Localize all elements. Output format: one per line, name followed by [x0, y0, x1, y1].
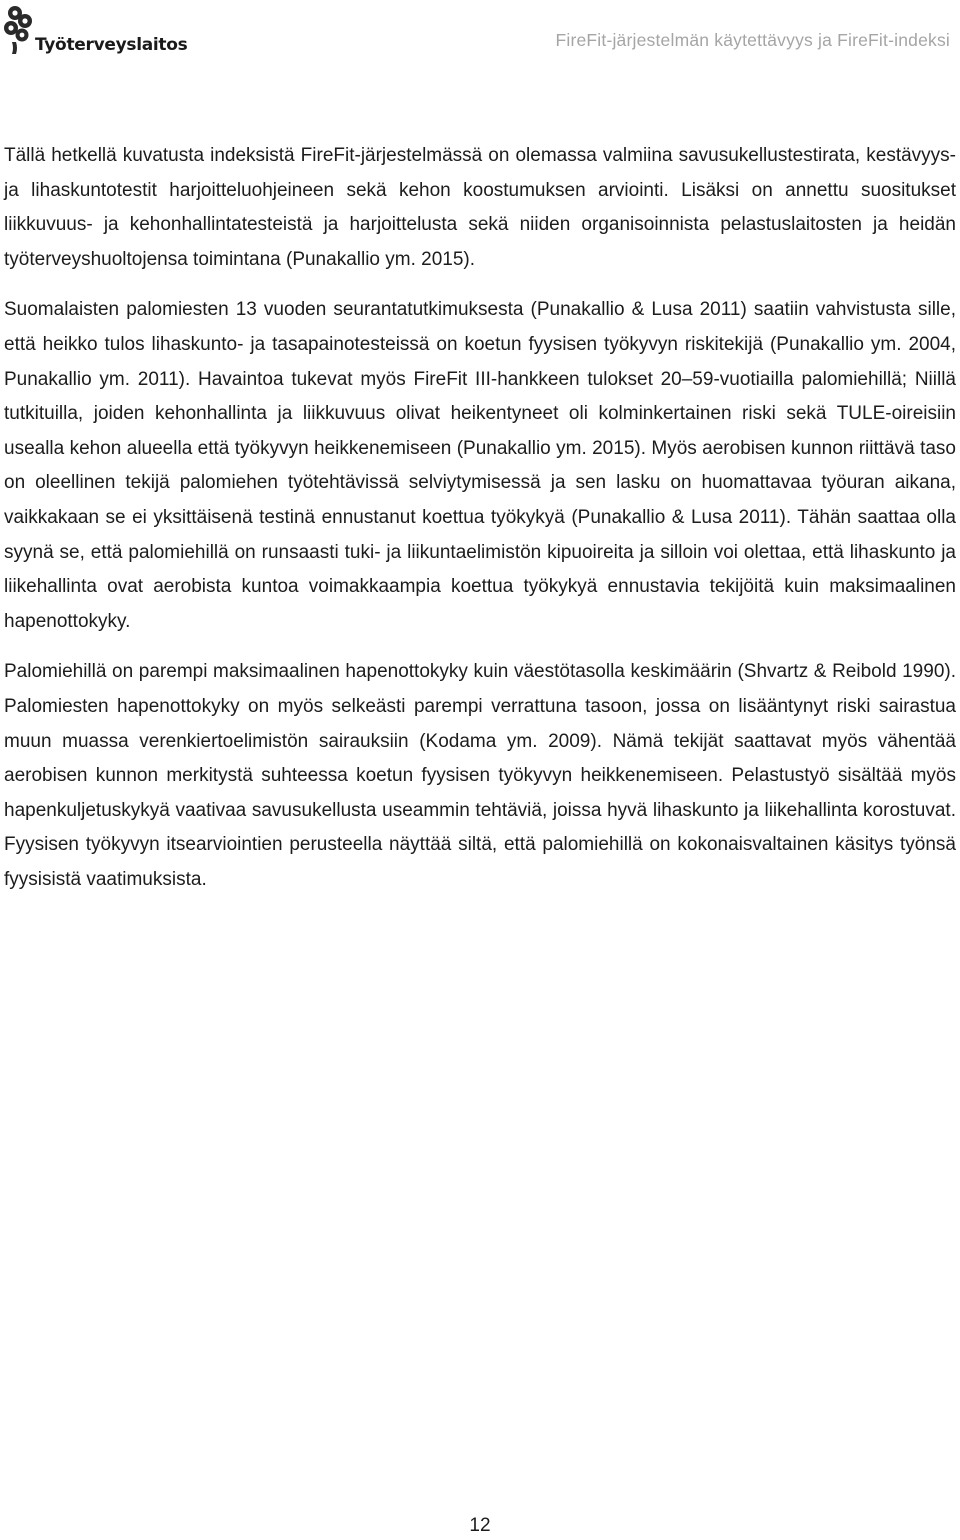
tyoterveyslaitos-logo-icon [3, 4, 33, 56]
running-title: FireFit-järjestelmän käytettävyys ja FireFit-indeksi [555, 30, 950, 50]
page-header [0, 0, 960, 70]
logo-text: Työterveyslaitos [35, 35, 188, 55]
logo [3, 4, 187, 56]
page-number: 12 [469, 1515, 491, 1536]
paragraph: Suomalaisten palomiesten 13 vuoden seurantatutkimuksesta (Punakallio & Lusa 2011) saatiin vahvistusta sille, että heikko tulos lihaskunto- ja tasapainotesteissä on koetun fyysisen työkyvyn riskitekijä (Punakallio ym. 2004, Punakallio ym. 2011). Havaintoa tukevat myös FireFit III-hankkeen tulokset 20–59-vuotiailla palomiehillä; Niillä tutkituilla, joiden kehonhallinta ja liikkuvuus olivat heikentyneet oli kolminkertainen riski sekä TULE-oireisiin usealla kehon alueella että työkyvyn heikkenemiseen (Punakallio ym. 2015). Myös aerobisen kunnon riittävä taso on oleellinen tekijä palomiehen työtehtävissä selviytymisessä ja sen lasku on huomattavaa työuran aikana, vaikkakaan se ei yksittäisenä testinä ennustanut koettua työkykyä (Punakallio & Lusa 2011). Tähän saattaa olla syynä se, että palomiehillä on runsaasti tuki- ja liikuntaelimistön kipuoireita ja silloin voi olettaa, että lihaskunto ja liikehallinta ovat aerobista kuntoa voimakkaampia koettua työkykyä ennustavia tekijöitä kuin maksimaalinen hapenottokyky. [4, 299, 956, 632]
body-text [4, 139, 956, 913]
paragraph: Tällä hetkellä kuvatusta indeksistä FireFit-järjestelmässä on olemassa valmiina savusukellustestirata, kestävyys- ja lihaskuntotestit harjoitteluohjeineen sekä kehon koostumuksen arviointi. Lisäksi on annettu suositukset liikkuvuus- ja kehonhallintatesteistä ja harjoittelusta sekä niiden organisoinnista pelastuslaitosten ja heidän työterveyshuoltojensa toimintana (Punakallio ym. 2015). [4, 145, 956, 270]
paragraph: Palomiehillä on parempi maksimaalinen hapenottokyky kuin väestötasolla keskimäärin (Shvartz & Reibold 1990). Palomiesten hapenottokyky on myös selkeästi parempi verrattuna tasoon, jossa on lisääntynyt riski sairastua muun muassa verenkiertoelimistön sairauksiin (Kodama ym. 2009). Nämä tekijät saattavat myös vähentää aerobisen kunnon merkitystä suhteessa koetun fyysisen työkyvyn heikkenemiseen. Pelastustyö sisältää myös hapenkuljetuskykyä vaativaa savusukellusta useammin tehtäviä, joissa hyvä lihaskunto ja liikehallinta korostuvat. Fyysisen työkyvyn itsearviointien perusteella näyttää siltä, että palomiehillä on kokonaisvaltainen käsitys työnsä fyysisistä vaatimuksista. [4, 661, 956, 890]
